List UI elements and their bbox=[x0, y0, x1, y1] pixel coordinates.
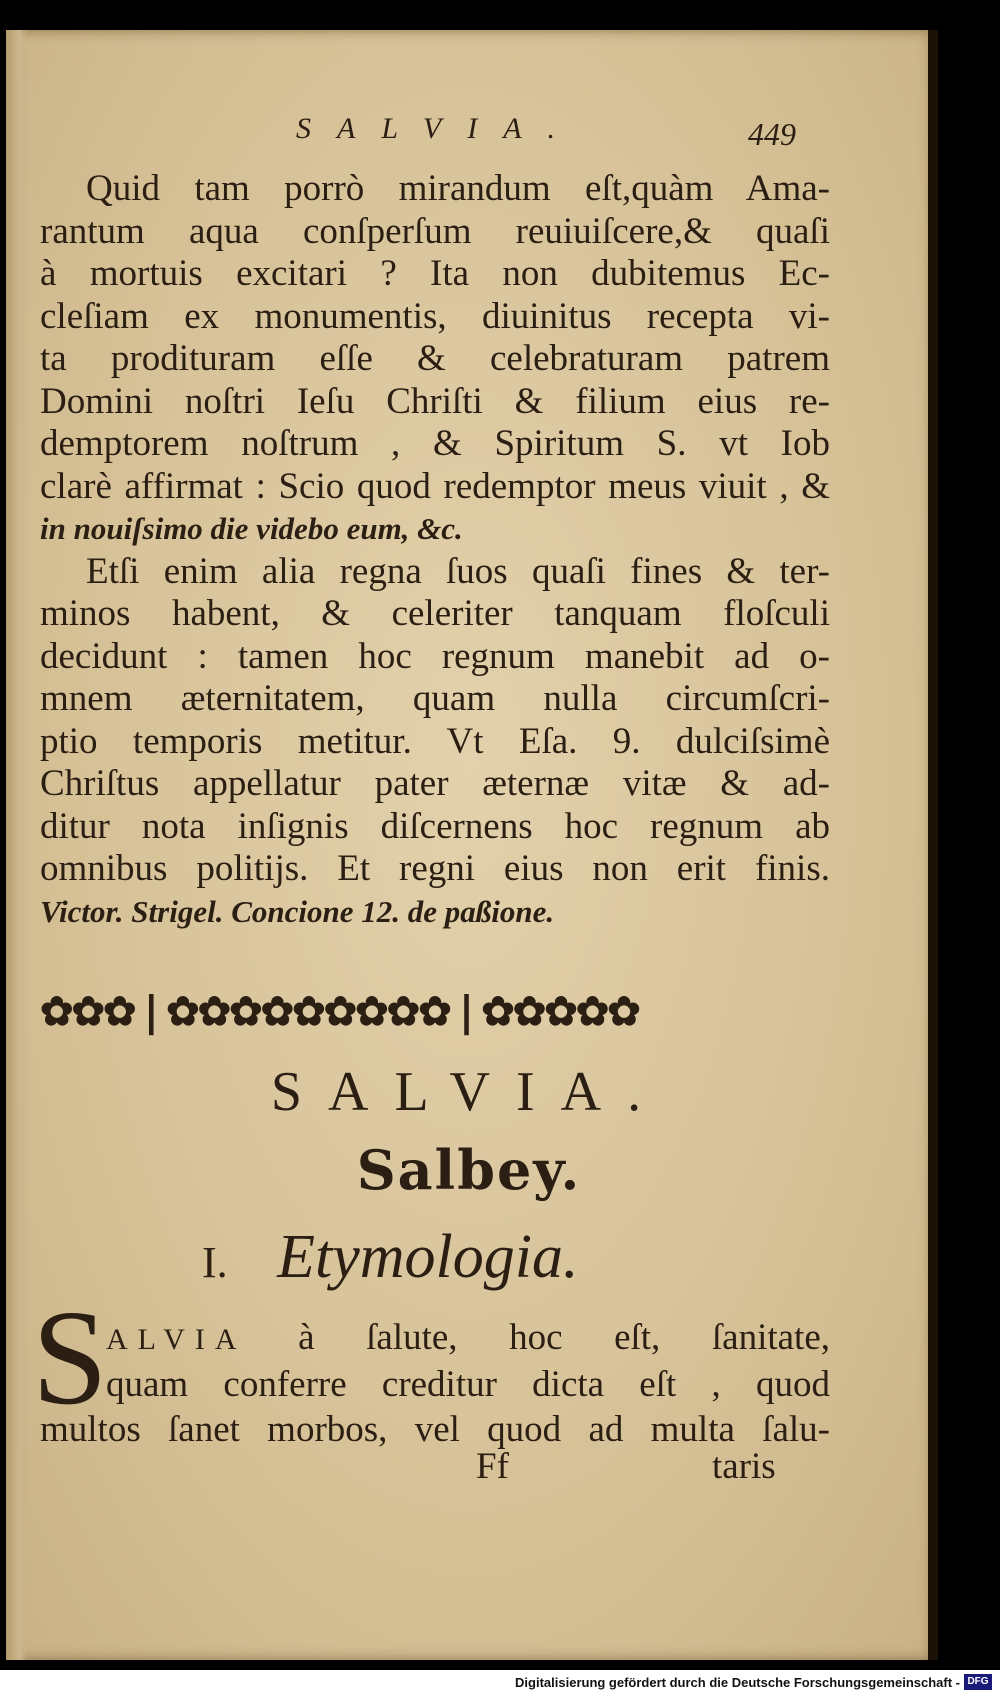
text-line: ditur nota inſignis diſcernens hoc regnum ab bbox=[40, 805, 830, 847]
text-line: rantum aqua conſperſum reuiuiſcere,& quaſi bbox=[40, 210, 830, 252]
text-line: à mortuis excitari ? Ita non dubitemus Ec- bbox=[40, 253, 830, 294]
text-line: ta prodituram eſſe & celebraturam patrem bbox=[40, 338, 830, 379]
book-page bbox=[6, 30, 932, 1660]
etymology-text bbox=[40, 1315, 830, 1452]
main-text bbox=[40, 168, 830, 933]
text-line-italic: in nouiſsimo die videbo eum, &c. bbox=[40, 511, 463, 546]
signature-mark: Ff bbox=[476, 1446, 509, 1487]
page-right-edge bbox=[928, 30, 938, 1660]
catchword: taris bbox=[712, 1446, 776, 1487]
text-line: decidunt : tamen hoc regnum manebit ad o- bbox=[40, 635, 830, 677]
ornamental-border: ✿✿✿❘✿✿✿✿✿✿✿✿✿❘✿✿✿✿✿ bbox=[40, 988, 639, 1035]
small-caps-word: ALVIA bbox=[106, 1323, 247, 1356]
german-title: Salbey. bbox=[356, 1138, 582, 1202]
text-line: demptorem noſtrum , & Spiritum S. vt Iob bbox=[40, 423, 830, 464]
text-line: Quid tam porrò mirandum eſt,quàm Ama- bbox=[86, 168, 830, 209]
dfg-logo: DFG bbox=[964, 1674, 992, 1690]
text-line: minos habent, & celeriter tanquam floſculi bbox=[40, 593, 830, 634]
text-line: Chriſtus appellatur pater æternæ vitæ & ad- bbox=[40, 763, 830, 804]
section-label: Etymologia. bbox=[277, 1223, 579, 1291]
text-line: multos ſanet morbos, vel quod ad multa ſalu- bbox=[40, 1409, 830, 1450]
citation-line: Victor. Strigel. Concione 12. de paßione. bbox=[40, 893, 555, 929]
text-line: cleſiam ex monumentis, diuinitus recepta vi- bbox=[40, 295, 830, 337]
page-foot bbox=[6, 1445, 932, 1495]
page-number: 449 bbox=[748, 116, 796, 152]
running-title: SALVIA. bbox=[296, 112, 582, 145]
text-line: Domini noſtri Ieſu Chriſti & filium eius re- bbox=[40, 380, 830, 422]
text-line: clarè affirmat : Scio quod redemptor meus viuit , & bbox=[40, 465, 830, 507]
text-line bbox=[40, 1315, 830, 1362]
digitization-footer bbox=[0, 1670, 1000, 1696]
page-gutter-shadow bbox=[6, 30, 28, 1660]
text-line: ptio temporis metitur. Vt Eſa. 9. dulciſsimè bbox=[40, 720, 830, 762]
section-number: I. bbox=[202, 1238, 228, 1287]
text-line: mnem æternitatem, quam nulla circumſcri- bbox=[40, 678, 830, 719]
drop-cap: S bbox=[32, 1283, 108, 1433]
text-span: à ſalute, hoc eſt, ſanitate, bbox=[298, 1317, 830, 1358]
section-heading bbox=[202, 1222, 762, 1293]
text-line: quam conferre creditur dicta eſt , quod bbox=[106, 1364, 830, 1405]
text-line: omnibus politijs. Et regni eius non erit finis. bbox=[40, 848, 830, 889]
text-line: Etſi enim alia regna ſuos quaſi fines & ter- bbox=[86, 550, 830, 592]
section-title: SALVIA. bbox=[270, 1061, 668, 1123]
footer-credit: Digitalisierung gefördert durch die Deutsche Forschungsgemeinschaft - bbox=[515, 1675, 960, 1690]
